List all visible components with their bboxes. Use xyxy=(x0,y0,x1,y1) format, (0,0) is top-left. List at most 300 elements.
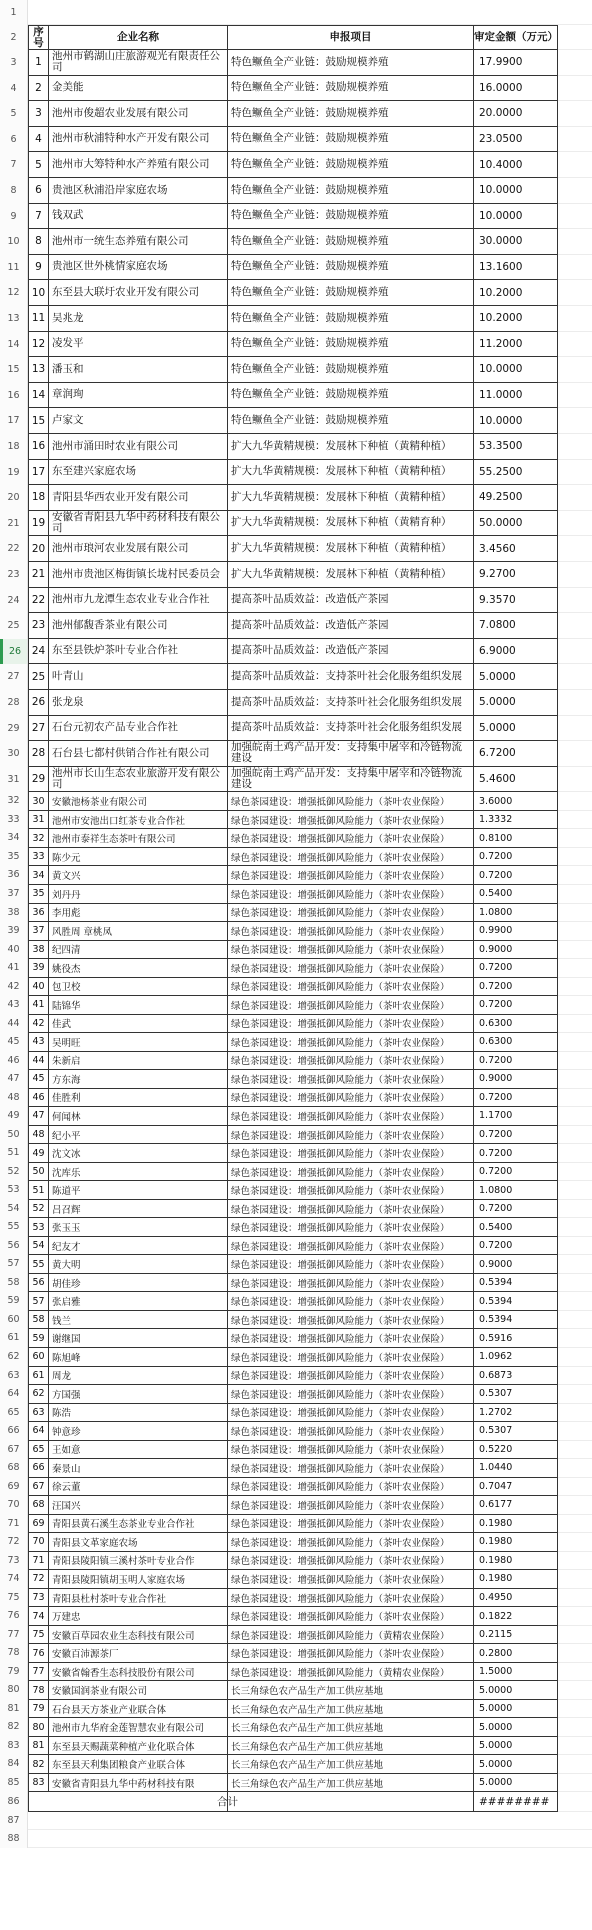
row-seq[interactable]: 28 xyxy=(28,741,49,767)
table-row[interactable] xyxy=(28,664,558,690)
table-row[interactable] xyxy=(28,1052,558,1071)
row-number[interactable]: 88 xyxy=(0,1830,28,1848)
table-row[interactable] xyxy=(28,866,558,885)
row-number[interactable]: 41 xyxy=(0,959,28,978)
row-seq[interactable]: 78 xyxy=(28,1681,49,1700)
row-seq[interactable]: 76 xyxy=(28,1644,49,1663)
row-project[interactable]: 绿色茶园建设：增强抵御风险能力（茶叶农业保险） xyxy=(228,1126,474,1145)
row-seq[interactable]: 47 xyxy=(28,1107,49,1126)
row-seq[interactable]: 72 xyxy=(28,1570,49,1589)
row-seq[interactable]: 66 xyxy=(28,1459,49,1478)
row-name[interactable]: 陆锦华 xyxy=(49,996,228,1015)
row-number[interactable]: 47 xyxy=(0,1070,28,1089)
row-seq[interactable]: 20 xyxy=(28,536,49,562)
row-amount[interactable]: 0.2800 xyxy=(474,1644,558,1663)
table-row[interactable] xyxy=(28,536,558,562)
row-name[interactable]: 钱兰 xyxy=(49,1311,228,1330)
row-name[interactable]: 张启雅 xyxy=(49,1292,228,1311)
table-row[interactable] xyxy=(28,152,558,178)
row-seq[interactable]: 30 xyxy=(28,792,49,811)
row-project[interactable]: 绿色茶园建设：增强抵御风险能力（茶叶农业保险） xyxy=(228,1052,474,1071)
table-row[interactable] xyxy=(28,1626,558,1645)
row-project[interactable]: 绿色茶园建设：增强抵御风险能力（茶叶农业保险） xyxy=(228,792,474,811)
table-row[interactable] xyxy=(28,1089,558,1108)
row-seq[interactable]: 42 xyxy=(28,1015,49,1034)
row-seq[interactable]: 40 xyxy=(28,978,49,997)
row-amount[interactable]: 0.5400 xyxy=(474,1218,558,1237)
row-project[interactable]: 绿色茶园建设：增强抵御风险能力（茶叶农业保险） xyxy=(228,1163,474,1182)
row-project[interactable]: 提高茶叶品质效益：支持茶叶社会化服务组织发展 xyxy=(228,716,474,742)
row-name[interactable]: 何闻林 xyxy=(49,1107,228,1126)
table-row[interactable] xyxy=(28,1292,558,1311)
row-seq[interactable]: 19 xyxy=(28,511,49,537)
row-seq[interactable]: 22 xyxy=(28,588,49,614)
row-seq[interactable]: 37 xyxy=(28,922,49,941)
row-name[interactable]: 青阳县陵阳镇三溪村茶叶专业合作 xyxy=(49,1552,228,1571)
row-number[interactable]: 32 xyxy=(0,792,28,811)
row-amount[interactable]: 0.6300 xyxy=(474,1033,558,1052)
row-name[interactable]: 东至县大联圩农业开发有限公司 xyxy=(49,280,228,306)
row-project[interactable]: 特色鳜鱼全产业链：鼓励规模养殖 xyxy=(228,152,474,178)
row-seq[interactable]: 26 xyxy=(28,690,49,716)
row-project[interactable]: 长三角绿色农产品生产加工供应基地 xyxy=(228,1774,474,1793)
table-row[interactable] xyxy=(28,1422,558,1441)
row-name[interactable]: 包卫校 xyxy=(49,978,228,997)
table-row[interactable] xyxy=(28,408,558,434)
row-amount[interactable]: 0.7200 xyxy=(474,866,558,885)
row-seq[interactable]: 32 xyxy=(28,829,49,848)
table-row[interactable] xyxy=(28,639,558,665)
row-seq[interactable]: 61 xyxy=(28,1367,49,1386)
row-name[interactable]: 池州市鹤湖山庄旅游观光有限责任公司 xyxy=(49,50,228,76)
row-amount[interactable]: 55.2500 xyxy=(474,460,558,486)
row-amount[interactable]: 20.0000 xyxy=(474,101,558,127)
row-seq[interactable]: 65 xyxy=(28,1441,49,1460)
row-name[interactable]: 陈道平 xyxy=(49,1181,228,1200)
row-seq[interactable]: 3 xyxy=(28,101,49,127)
table-row[interactable] xyxy=(28,613,558,639)
table-row[interactable] xyxy=(28,1274,558,1293)
row-amount[interactable]: 0.5394 xyxy=(474,1292,558,1311)
table-row[interactable] xyxy=(28,1237,558,1256)
row-number[interactable]: 7 xyxy=(0,152,28,178)
row-seq[interactable]: 70 xyxy=(28,1533,49,1552)
row-project[interactable]: 特色鳜鱼全产业链：鼓励规模养殖 xyxy=(228,357,474,383)
row-name[interactable]: 潘玉和 xyxy=(49,357,228,383)
row-amount[interactable]: 7.0800 xyxy=(474,613,558,639)
row-project[interactable]: 特色鳜鱼全产业链：鼓励规模养殖 xyxy=(228,383,474,409)
row-number[interactable]: 48 xyxy=(0,1089,28,1108)
row-amount[interactable]: 0.1822 xyxy=(474,1607,558,1626)
table-row[interactable] xyxy=(28,941,558,960)
row-name[interactable]: 池州市九龙潭生态农业专业合作社 xyxy=(49,588,228,614)
row-number[interactable]: 20 xyxy=(0,485,28,511)
row-seq[interactable]: 23 xyxy=(28,613,49,639)
table-row[interactable] xyxy=(28,280,558,306)
row-name[interactable]: 池州市大筹特种水产养殖有限公司 xyxy=(49,152,228,178)
row-seq[interactable]: 82 xyxy=(28,1755,49,1774)
row-number[interactable]: 50 xyxy=(0,1126,28,1145)
row-name[interactable]: 安徽百沛源茶厂 xyxy=(49,1644,228,1663)
row-number[interactable]: 63 xyxy=(0,1367,28,1386)
row-number[interactable]: 13 xyxy=(0,306,28,332)
row-amount[interactable]: 1.0800 xyxy=(474,904,558,923)
row-name[interactable]: 沈文冰 xyxy=(49,1144,228,1163)
row-name[interactable]: 纪四清 xyxy=(49,941,228,960)
row-seq[interactable]: 57 xyxy=(28,1292,49,1311)
row-name[interactable]: 青阳县文革家庭农场 xyxy=(49,1533,228,1552)
row-project[interactable]: 扩大九华黄精规模：发展林下种植（黄精种植） xyxy=(228,460,474,486)
row-number[interactable]: 70 xyxy=(0,1496,28,1515)
row-project[interactable]: 绿色茶园建设：增强抵御风险能力（茶叶农业保险） xyxy=(228,1607,474,1626)
row-name[interactable]: 池州市贵池区梅街镇长垅村民委员会 xyxy=(49,562,228,588)
row-amount[interactable]: 1.0440 xyxy=(474,1459,558,1478)
table-row[interactable] xyxy=(28,255,558,281)
row-seq[interactable]: 9 xyxy=(28,255,49,281)
row-amount[interactable]: 0.1980 xyxy=(474,1515,558,1534)
table-row[interactable] xyxy=(28,1385,558,1404)
table-row[interactable] xyxy=(28,127,558,153)
row-seq[interactable]: 13 xyxy=(28,357,49,383)
row-number[interactable]: 24 xyxy=(0,588,28,614)
row-amount[interactable]: 16.0000 xyxy=(474,76,558,102)
row-number[interactable]: 67 xyxy=(0,1441,28,1460)
row-name[interactable]: 方国强 xyxy=(49,1385,228,1404)
table-row[interactable] xyxy=(28,562,558,588)
row-name[interactable]: 卢家文 xyxy=(49,408,228,434)
row-number[interactable]: 59 xyxy=(0,1292,28,1311)
row-seq[interactable]: 67 xyxy=(28,1478,49,1497)
row-project[interactable]: 长三角绿色农产品生产加工供应基地 xyxy=(228,1755,474,1774)
table-row[interactable] xyxy=(28,485,558,511)
row-amount[interactable]: 5.0000 xyxy=(474,1718,558,1737)
row-project[interactable]: 特色鳜鱼全产业链：鼓励规模养殖 xyxy=(228,178,474,204)
row-amount[interactable]: 0.5916 xyxy=(474,1329,558,1348)
row-seq[interactable]: 8 xyxy=(28,229,49,255)
row-name[interactable]: 安徽省翰香生态科技股份有限公司 xyxy=(49,1663,228,1682)
row-number[interactable]: 80 xyxy=(0,1681,28,1700)
row-name[interactable]: 佳武 xyxy=(49,1015,228,1034)
row-name[interactable]: 吴明旺 xyxy=(49,1033,228,1052)
row-number[interactable]: 29 xyxy=(0,716,28,742)
row-number[interactable]: 64 xyxy=(0,1385,28,1404)
table-row[interactable] xyxy=(28,885,558,904)
row-amount[interactable]: 0.9000 xyxy=(474,1070,558,1089)
row-seq[interactable]: 56 xyxy=(28,1274,49,1293)
row-name[interactable]: 陈旭峰 xyxy=(49,1348,228,1367)
row-name[interactable]: 万建忠 xyxy=(49,1607,228,1626)
row-project[interactable]: 绿色茶园建设：增强抵御风险能力（茶叶农业保险） xyxy=(228,1218,474,1237)
row-number[interactable]: 44 xyxy=(0,1015,28,1034)
row-number[interactable]: 33 xyxy=(0,811,28,830)
row-seq[interactable]: 11 xyxy=(28,306,49,332)
table-row[interactable] xyxy=(28,588,558,614)
row-project[interactable]: 绿色茶园建设：增强抵御风险能力（黄精农业保险） xyxy=(228,1626,474,1645)
row-project[interactable]: 特色鳜鱼全产业链：鼓励规模养殖 xyxy=(228,50,474,76)
row-number[interactable]: 69 xyxy=(0,1478,28,1497)
table-row[interactable] xyxy=(28,1663,558,1682)
row-project[interactable]: 特色鳜鱼全产业链：鼓励规模养殖 xyxy=(228,101,474,127)
row-project[interactable]: 绿色茶园建设：增强抵御风险能力（茶叶农业保险） xyxy=(228,1367,474,1386)
table-row[interactable] xyxy=(28,306,558,332)
row-name[interactable]: 池州市九华府金莲智慧农业有限公司 xyxy=(49,1718,228,1737)
table-row[interactable] xyxy=(28,1329,558,1348)
table-row[interactable] xyxy=(28,511,558,537)
table-row[interactable] xyxy=(28,1404,558,1423)
row-project[interactable]: 绿色茶园建设：增强抵御风险能力（茶叶农业保险） xyxy=(228,904,474,923)
row-amount[interactable]: 5.0000 xyxy=(474,664,558,690)
table-row[interactable] xyxy=(28,332,558,358)
row-seq[interactable]: 46 xyxy=(28,1089,49,1108)
row-project[interactable]: 绿色茶园建设：增强抵御风险能力（茶叶农业保险） xyxy=(228,1478,474,1497)
row-number[interactable]: 34 xyxy=(0,829,28,848)
row-name[interactable]: 黄大明 xyxy=(49,1255,228,1274)
table-row[interactable] xyxy=(28,811,558,830)
row-amount[interactable]: 0.7200 xyxy=(474,1200,558,1219)
row-amount[interactable]: 10.0000 xyxy=(474,204,558,230)
row-name[interactable]: 吴兆龙 xyxy=(49,306,228,332)
row-name[interactable]: 池州市安池出口红茶专业合作社 xyxy=(49,811,228,830)
row-amount[interactable]: 23.0500 xyxy=(474,127,558,153)
row-number[interactable]: 23 xyxy=(0,562,28,588)
row-project[interactable]: 扩大九华黄精规模：发展林下种植（黄精种植） xyxy=(228,485,474,511)
row-project[interactable]: 绿色茶园建设：增强抵御风险能力（茶叶农业保险） xyxy=(228,1404,474,1423)
row-project[interactable]: 绿色茶园建设：增强抵御风险能力（茶叶农业保险） xyxy=(228,811,474,830)
row-project[interactable]: 绿色茶园建设：增强抵御风险能力（茶叶农业保险） xyxy=(228,1441,474,1460)
row-seq[interactable]: 58 xyxy=(28,1311,49,1330)
row-seq[interactable]: 60 xyxy=(28,1348,49,1367)
row-amount[interactable]: 0.7200 xyxy=(474,1089,558,1108)
row-seq[interactable]: 17 xyxy=(28,460,49,486)
row-amount[interactable]: 1.3332 xyxy=(474,811,558,830)
row-name[interactable]: 佳胜利 xyxy=(49,1089,228,1108)
row-project[interactable]: 绿色茶园建设：增强抵御风险能力（茶叶农业保险） xyxy=(228,1070,474,1089)
row-name[interactable]: 纪小平 xyxy=(49,1126,228,1145)
row-number[interactable]: 15 xyxy=(0,357,28,383)
row-number[interactable]: 65 xyxy=(0,1404,28,1423)
row-seq[interactable]: 69 xyxy=(28,1515,49,1534)
table-row[interactable] xyxy=(28,1681,558,1700)
row-number[interactable]: 30 xyxy=(0,741,28,767)
row-amount[interactable]: 1.2702 xyxy=(474,1404,558,1423)
row-seq[interactable]: 79 xyxy=(28,1700,49,1719)
row-number[interactable]: 43 xyxy=(0,996,28,1015)
row-name[interactable]: 贵池区世外桃情家庭农场 xyxy=(49,255,228,281)
row-number[interactable]: 49 xyxy=(0,1107,28,1126)
row-name[interactable]: 东至县天赐蔬菜种植产业化联合体 xyxy=(49,1737,228,1756)
row-project[interactable]: 长三角绿色农产品生产加工供应基地 xyxy=(228,1737,474,1756)
row-name[interactable]: 石台县七都村供销合作社有限公司 xyxy=(49,741,228,767)
row-amount[interactable]: 0.7200 xyxy=(474,1237,558,1256)
row-project[interactable]: 提高茶叶品质效益：改造低产茶园 xyxy=(228,639,474,665)
table-row[interactable] xyxy=(28,1107,558,1126)
row-seq[interactable]: 35 xyxy=(28,885,49,904)
table-row[interactable] xyxy=(28,1033,558,1052)
row-number[interactable]: 16 xyxy=(0,383,28,409)
row-amount[interactable]: 17.9900 xyxy=(474,50,558,76)
row-name[interactable]: 章润珣 xyxy=(49,383,228,409)
row-seq[interactable]: 33 xyxy=(28,848,49,867)
row-number[interactable]: 51 xyxy=(0,1144,28,1163)
row-seq[interactable]: 73 xyxy=(28,1589,49,1608)
row-number[interactable]: 86 xyxy=(0,1792,28,1812)
row-number[interactable]: 61 xyxy=(0,1329,28,1348)
row-name[interactable]: 池州市俊超农业发展有限公司 xyxy=(49,101,228,127)
row-seq[interactable]: 77 xyxy=(28,1663,49,1682)
row-project[interactable]: 绿色茶园建设：增强抵御风险能力（茶叶农业保险） xyxy=(228,1274,474,1293)
row-name[interactable]: 张龙泉 xyxy=(49,690,228,716)
table-row[interactable] xyxy=(28,690,558,716)
row-name[interactable]: 谢继国 xyxy=(49,1329,228,1348)
row-project[interactable]: 扩大九华黄精规模：发展林下种植（黄精种植） xyxy=(228,434,474,460)
table-row[interactable] xyxy=(28,1607,558,1626)
row-number[interactable]: 75 xyxy=(0,1589,28,1608)
table-row[interactable] xyxy=(28,978,558,997)
row-seq[interactable]: 29 xyxy=(28,767,49,793)
row-seq[interactable]: 48 xyxy=(28,1126,49,1145)
row-seq[interactable]: 31 xyxy=(28,811,49,830)
table-row[interactable] xyxy=(28,1181,558,1200)
row-number[interactable]: 28 xyxy=(0,690,28,716)
table-row[interactable] xyxy=(28,829,558,848)
row-project[interactable]: 绿色茶园建设：增强抵御风险能力（黄精农业保险） xyxy=(228,1663,474,1682)
row-project[interactable]: 特色鳜鱼全产业链：鼓励规模养殖 xyxy=(228,255,474,281)
row-name[interactable]: 东至县铁炉茶叶专业合作社 xyxy=(49,639,228,665)
table-row[interactable] xyxy=(28,1644,558,1663)
table-row[interactable] xyxy=(28,1774,558,1793)
row-seq[interactable]: 12 xyxy=(28,332,49,358)
row-project[interactable]: 提高茶叶品质效益：改造低产茶园 xyxy=(228,588,474,614)
row-amount[interactable]: 0.4950 xyxy=(474,1589,558,1608)
table-row[interactable] xyxy=(28,101,558,127)
row-seq[interactable]: 83 xyxy=(28,1774,49,1793)
row-number[interactable]: 82 xyxy=(0,1718,28,1737)
row-seq[interactable]: 5 xyxy=(28,152,49,178)
row-name[interactable]: 安徽百草园农业生态科技有限公司 xyxy=(49,1626,228,1645)
row-project[interactable]: 提高茶叶品质效益：支持茶叶社会化服务组织发展 xyxy=(228,664,474,690)
row-amount[interactable]: 0.6873 xyxy=(474,1367,558,1386)
row-amount[interactable]: 0.7047 xyxy=(474,1478,558,1497)
table-row[interactable] xyxy=(28,1144,558,1163)
row-name[interactable]: 刘丹丹 xyxy=(49,885,228,904)
row-seq[interactable]: 39 xyxy=(28,959,49,978)
row-project[interactable]: 特色鳜鱼全产业链：鼓励规模养殖 xyxy=(228,229,474,255)
row-amount[interactable]: 30.0000 xyxy=(474,229,558,255)
row-project[interactable]: 绿色茶园建设：增强抵御风险能力（茶叶农业保险） xyxy=(228,1144,474,1163)
row-name[interactable]: 张玉玉 xyxy=(49,1218,228,1237)
row-amount[interactable]: 10.4000 xyxy=(474,152,558,178)
row-amount[interactable]: 11.2000 xyxy=(474,332,558,358)
row-project[interactable]: 绿色茶园建设：增强抵御风险能力（茶叶农业保险） xyxy=(228,1292,474,1311)
row-project[interactable]: 绿色茶园建设：增强抵御风险能力（茶叶农业保险） xyxy=(228,1644,474,1663)
row-number[interactable]: 58 xyxy=(0,1274,28,1293)
table-row[interactable] xyxy=(28,1441,558,1460)
row-project[interactable]: 长三角绿色农产品生产加工供应基地 xyxy=(228,1700,474,1719)
row-project[interactable]: 绿色茶园建设：增强抵御风险能力（茶叶农业保险） xyxy=(228,1311,474,1330)
row-amount[interactable]: 0.2115 xyxy=(474,1626,558,1645)
row-number[interactable]: 4 xyxy=(0,76,28,102)
row-project[interactable]: 绿色茶园建设：增强抵御风险能力（茶叶农业保险） xyxy=(228,885,474,904)
row-name[interactable]: 池州市一统生态养殖有限公司 xyxy=(49,229,228,255)
table-row[interactable] xyxy=(28,76,558,102)
row-seq[interactable]: 4 xyxy=(28,127,49,153)
row-amount[interactable]: 6.7200 xyxy=(474,741,558,767)
row-name[interactable]: 徐云董 xyxy=(49,1478,228,1497)
row-name[interactable]: 池州市涌田时农业有限公司 xyxy=(49,434,228,460)
row-name[interactable]: 秦景山 xyxy=(49,1459,228,1478)
row-name[interactable]: 池州市琅河农业发展有限公司 xyxy=(49,536,228,562)
table-row[interactable] xyxy=(28,204,558,230)
row-project[interactable]: 绿色茶园建设：增强抵御风险能力（茶叶农业保险） xyxy=(228,922,474,941)
row-project[interactable]: 特色鳜鱼全产业链：鼓励规模养殖 xyxy=(228,76,474,102)
row-number[interactable]: 3 xyxy=(0,50,28,76)
row-amount[interactable]: 0.1980 xyxy=(474,1570,558,1589)
row-amount[interactable]: 11.0000 xyxy=(474,383,558,409)
row-number[interactable]: 85 xyxy=(0,1774,28,1793)
row-number[interactable]: 74 xyxy=(0,1570,28,1589)
row-number[interactable]: 68 xyxy=(0,1459,28,1478)
row-seq[interactable]: 25 xyxy=(28,664,49,690)
table-row[interactable] xyxy=(28,1755,558,1774)
row-name[interactable]: 风胜周 章桃凤 xyxy=(49,922,228,941)
row-number[interactable]: 6 xyxy=(0,127,28,153)
row-number[interactable]: 79 xyxy=(0,1663,28,1682)
row-name[interactable]: 石台县天方茶业产业联合体 xyxy=(49,1700,228,1719)
table-row[interactable] xyxy=(28,792,558,811)
row-number[interactable]: 8 xyxy=(0,178,28,204)
row-number[interactable]: 11 xyxy=(0,255,28,281)
row-amount[interactable]: 5.0000 xyxy=(474,1755,558,1774)
row-name[interactable]: 金美能 xyxy=(49,76,228,102)
row-amount[interactable]: 1.0800 xyxy=(474,1181,558,1200)
row-project[interactable]: 特色鳜鱼全产业链：鼓励规模养殖 xyxy=(228,204,474,230)
row-seq[interactable]: 24 xyxy=(28,639,49,665)
row-name[interactable]: 陈浩 xyxy=(49,1404,228,1423)
row-project[interactable]: 提高茶叶品质效益：改造低产茶园 xyxy=(228,613,474,639)
row-amount[interactable]: 0.1980 xyxy=(474,1552,558,1571)
row-amount[interactable]: 1.0962 xyxy=(474,1348,558,1367)
row-amount[interactable]: 0.9000 xyxy=(474,1255,558,1274)
row-seq[interactable]: 74 xyxy=(28,1607,49,1626)
table-row[interactable] xyxy=(28,716,558,742)
row-project[interactable]: 绿色茶园建设：增强抵御风险能力（茶叶农业保险） xyxy=(228,1015,474,1034)
row-project[interactable]: 绿色茶园建设：增强抵御风险能力（茶叶农业保险） xyxy=(228,866,474,885)
row-number[interactable]: 54 xyxy=(0,1200,28,1219)
table-row[interactable] xyxy=(28,1367,558,1386)
table-row[interactable] xyxy=(28,1459,558,1478)
row-seq[interactable]: 51 xyxy=(28,1181,49,1200)
row-amount[interactable]: 5.0000 xyxy=(474,690,558,716)
row-amount[interactable]: 0.7200 xyxy=(474,1144,558,1163)
row-name[interactable]: 贵池区秋浦沿岸家庭农场 xyxy=(49,178,228,204)
row-project[interactable]: 特色鳜鱼全产业链：鼓励规模养殖 xyxy=(228,332,474,358)
row-amount[interactable]: 10.2000 xyxy=(474,306,558,332)
row-seq[interactable]: 63 xyxy=(28,1404,49,1423)
row-number[interactable]: 10 xyxy=(0,229,28,255)
row-seq[interactable]: 71 xyxy=(28,1552,49,1571)
row-number[interactable]: 66 xyxy=(0,1422,28,1441)
row-number[interactable]: 17 xyxy=(0,408,28,434)
table-row[interactable] xyxy=(28,1533,558,1552)
row-project[interactable]: 扩大九华黄精规模：发展林下种植（黄精种植） xyxy=(228,562,474,588)
row-project[interactable]: 绿色茶园建设：增强抵御风险能力（茶叶农业保险） xyxy=(228,1181,474,1200)
row-amount[interactable]: 0.7200 xyxy=(474,1052,558,1071)
row-amount[interactable]: 0.7200 xyxy=(474,978,558,997)
row-project[interactable]: 绿色茶园建设：增强抵御风险能力（茶叶农业保险） xyxy=(228,1089,474,1108)
row-number[interactable]: 31 xyxy=(0,767,28,793)
table-row[interactable] xyxy=(28,1311,558,1330)
row-amount[interactable]: 0.9000 xyxy=(474,941,558,960)
